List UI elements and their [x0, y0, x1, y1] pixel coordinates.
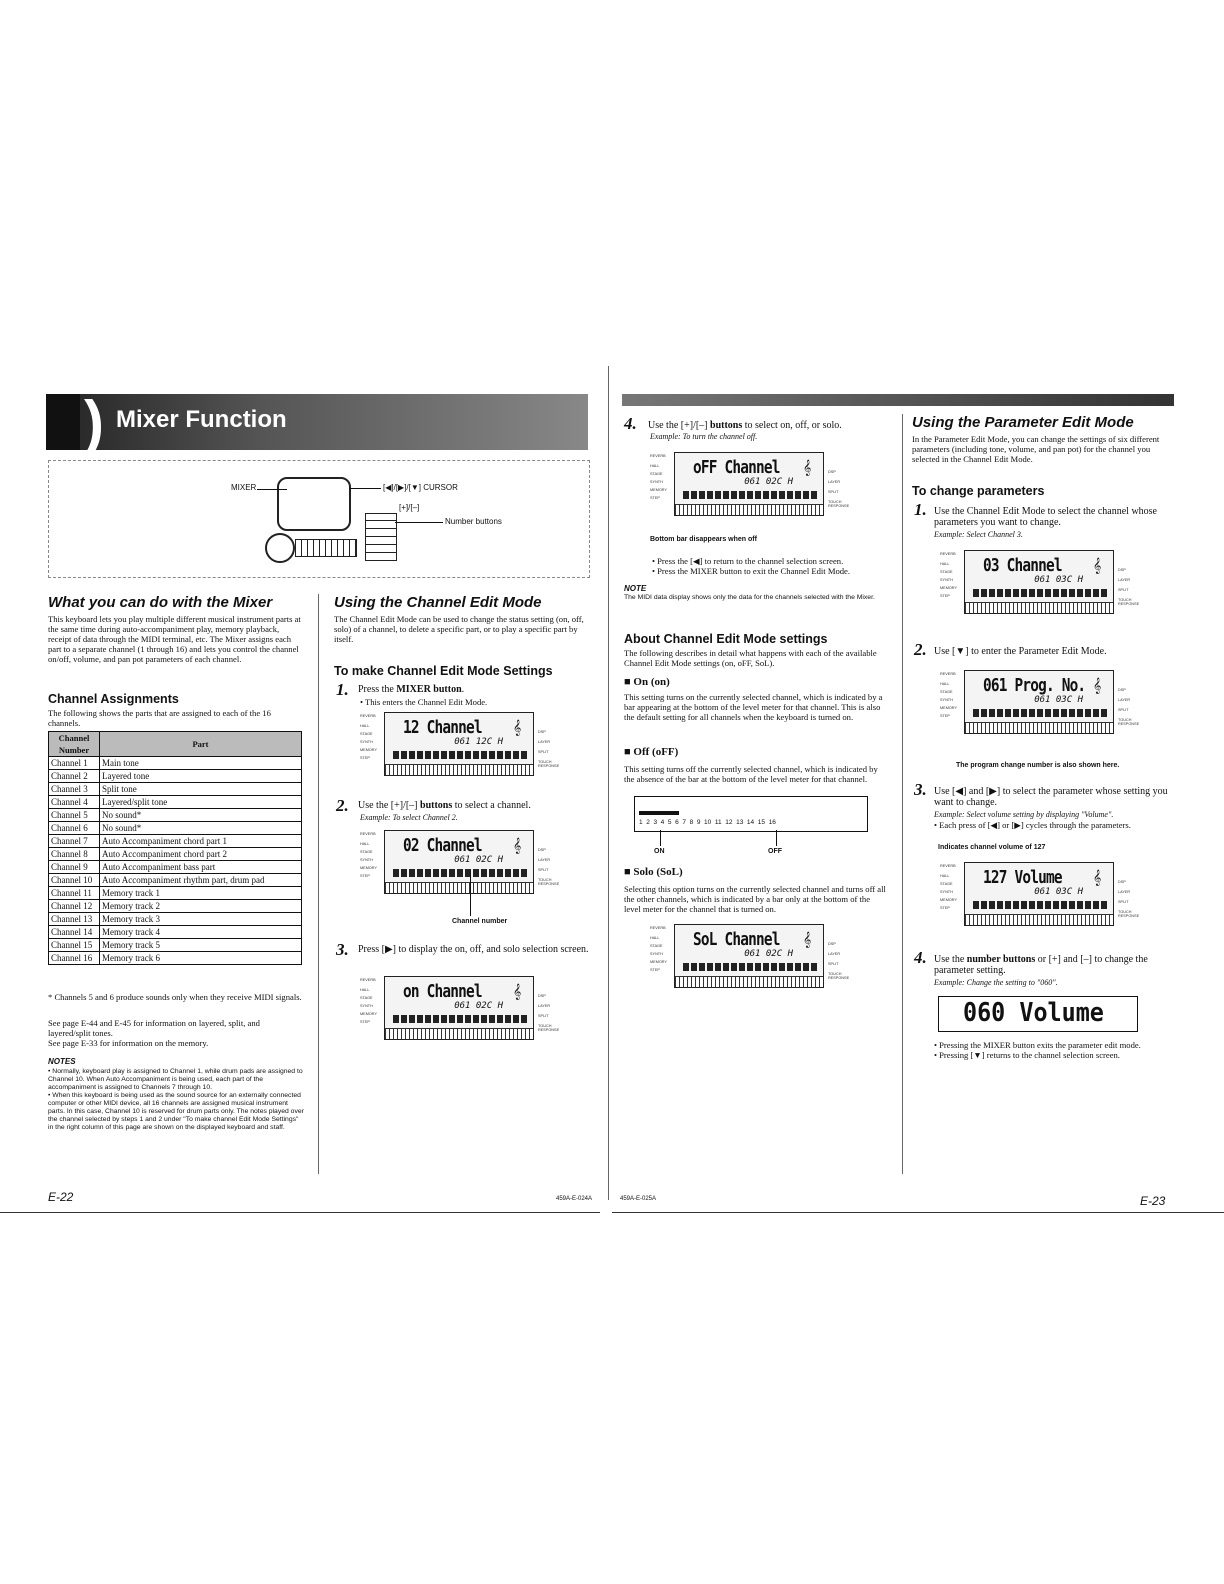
lcd-label-dsp: DSP: [538, 848, 546, 852]
lcd-sub-text: 061 02C H: [744, 477, 793, 487]
lcd-label-step: STEP: [360, 1020, 370, 1024]
keyboard-icon: [385, 882, 533, 893]
staff-icon: 𝄞: [513, 721, 522, 736]
lcd-label-step: STEP: [940, 594, 950, 598]
lcd-label-memory: MEMORY: [360, 748, 378, 752]
code-right: 459A-E-025A: [620, 1196, 657, 1202]
lcd-label-step: STEP: [650, 968, 660, 972]
lcd-label-split: SPLIT: [538, 750, 549, 754]
step-2-number: 2.: [336, 796, 349, 815]
lcd-label-hall: HALL: [360, 842, 370, 846]
lcd-label-hall: HALL: [650, 936, 660, 940]
note-1: • Normally, keyboard play is assigned to Channel 1, while drum pads are assigned to Channel 10. When Auto Accompaniment is being used, each part of the accompaniment is assigned to Channels 7 through 10.: [48, 1068, 303, 1091]
lcd-display-3: [358, 976, 566, 1040]
lcd-label-memory: MEMORY: [650, 488, 668, 492]
staff-icon: 𝄞: [1093, 871, 1102, 886]
p-step-4-example: Example: Change the setting to "060".: [934, 978, 1058, 987]
column-divider: [318, 594, 319, 1174]
p-step-3-example: Example: Select volume setting by displaying "Volume".: [934, 810, 1114, 819]
lcd-label-layer: LAYER: [538, 858, 551, 862]
on-body: This setting turns on the currently selected channel, which is indicated by a bar appearing at the bottom of the level meter for that channel. This is also the default setting for all channels when the keyboard is turned on.: [624, 692, 883, 722]
level-meter-diagram: [634, 796, 868, 832]
lcd-label-touch: TOUCH RESPONSE: [828, 972, 850, 980]
lcd-label-synth: SYNTH: [360, 1004, 373, 1008]
step-1-bullet: • This enters the Channel Edit Mode.: [360, 697, 488, 707]
what-body: This keyboard lets you play multiple different musical instrument parts at the same time during auto-accompaniment play, memory playback, receipt of data through the MIDI terminal, etc. The Mixer assigns each part to a separate channel (1 through 16) and lets you control the channel on/off, volume, and pan pot parameters of each channel.: [48, 614, 301, 664]
keyboard-icon: [385, 1028, 533, 1039]
notes-title: NOTES: [48, 1057, 76, 1066]
lcd-label-layer: LAYER: [538, 1004, 551, 1008]
table-row: Channel 14 Memory track 4: [49, 926, 302, 939]
keyboard-icon: [965, 722, 1113, 733]
lcd-label-touch: TOUCH RESPONSE: [538, 1024, 560, 1032]
level-meter: [683, 963, 819, 971]
lcd-label-memory: MEMORY: [940, 706, 958, 710]
lcd-screen: [384, 830, 534, 894]
lcd-label-synth: SYNTH: [940, 698, 953, 702]
lcd-label-hall: HALL: [940, 682, 950, 686]
lcd-main-text: 02 Channel: [403, 835, 482, 856]
what-title: What you can do with the Mixer: [48, 594, 273, 611]
step-4-number: 4.: [624, 414, 637, 433]
mixer-label: MIXER: [231, 483, 257, 492]
p-step-2-text: Use [▼] to enter the Parameter Edit Mode.: [934, 646, 1107, 657]
lcd-label-hall: HALL: [940, 562, 950, 566]
lcd-label-step: STEP: [940, 714, 950, 718]
page-number-left: E-22: [48, 1190, 74, 1204]
level-meter: [973, 901, 1109, 909]
staff-icon: 𝄞: [1093, 559, 1102, 574]
step-4-text: Use the [+]/[–] buttons to select on, off, or solo.: [648, 420, 842, 431]
cursor-label: [◀]/[▶]/[▼] CURSOR: [383, 483, 458, 492]
change-params-title: To change parameters: [912, 484, 1045, 498]
note-body: The MIDI data display shows only the data for the channels selected with the Mixer.: [624, 594, 875, 601]
lcd-label-stage: STAGE: [940, 690, 953, 694]
keyboard-icon: [385, 764, 533, 775]
lcd-label-hall: HALL: [650, 464, 660, 468]
big-lcd-display: [938, 996, 1138, 1032]
channel-number-label: Channel number: [452, 918, 508, 925]
step-1-text: Press the MIXER button.: [358, 684, 465, 695]
table-row: Channel 10 Auto Accompaniment rhythm part, drum pad: [49, 874, 302, 887]
lcd-screen: [384, 712, 534, 776]
lcd-label-memory: MEMORY: [650, 960, 668, 964]
lcd-main-text: SoL Channel: [693, 929, 780, 950]
p-step-3-text: Use [◀] and [▶] to select the parameter whose setting you want to change.: [934, 786, 1168, 808]
table-row: Channel 5 No sound*: [49, 809, 302, 822]
lcd-label-synth: SYNTH: [940, 578, 953, 582]
lcd-label-dsp: DSP: [828, 470, 836, 474]
lcd-sub-text: 061 02C H: [454, 1001, 503, 1011]
lcd-label-stage: STAGE: [940, 882, 953, 886]
lcd-screen: [384, 976, 534, 1040]
lcd-label-reverb: REVERB: [940, 552, 956, 556]
lcd-sub-text: 061 03C H: [1034, 695, 1083, 705]
number-buttons-label: Number buttons: [445, 517, 502, 526]
staff-icon: 𝄞: [1093, 679, 1102, 694]
solo-title: ■ Solo (SoL): [624, 866, 683, 878]
table-row: Channel 3 Split tone: [49, 783, 302, 796]
lcd-label-layer: LAYER: [828, 952, 841, 956]
on-title: ■ On (on): [624, 676, 670, 688]
lcd-label-dsp: DSP: [538, 730, 546, 734]
lcd-label-step: STEP: [650, 496, 660, 500]
keyboard-icon: [965, 914, 1113, 925]
lcd-sub-text: 061 02C H: [744, 949, 793, 959]
banner-paren-icon: ): [84, 389, 104, 456]
see-memory: See page E-33 for information on the memory.: [48, 1038, 209, 1048]
lcd-label-dsp: DSP: [1118, 688, 1126, 692]
p-step-3-bullet: • Each press of [◀] or [▶] cycles through the parameters.: [934, 820, 1131, 830]
lcd-label-dsp: DSP: [828, 942, 836, 946]
lcd-label-dsp: DSP: [538, 994, 546, 998]
bottom-bar-note: Bottom bar disappears when off: [650, 536, 757, 543]
page-title: Mixer Function: [116, 406, 287, 433]
about-body: The following describes in detail what happens with each of the available Channel Edit Mode settings (on, oFF, SoL).: [624, 648, 877, 668]
lcd-label-memory: MEMORY: [940, 586, 958, 590]
channel-edit-title: Using the Channel Edit Mode: [334, 594, 542, 611]
lcd-label-memory: MEMORY: [360, 866, 378, 870]
bottom-rule-right: [612, 1212, 1224, 1213]
lcd-label-reverb: REVERB: [940, 864, 956, 868]
lcd-label-memory: MEMORY: [940, 898, 958, 902]
lcd-label-touch: TOUCH RESPONSE: [1118, 598, 1140, 606]
lcd-sub-text: 061 02C H: [454, 855, 503, 865]
page-number-right: E-23: [1140, 1194, 1166, 1208]
table-header: [49, 732, 302, 757]
lcd-label-touch: TOUCH RESPONSE: [1118, 718, 1140, 726]
step-4-bullet-2: • Press the MIXER button to exit the Channel Edit Mode.: [652, 566, 851, 576]
code-left: 459A-E-024A: [556, 1196, 593, 1202]
keyboard-icon: [675, 504, 823, 515]
lcd-label-synth: SYNTH: [650, 480, 663, 484]
lcd-label-touch: TOUCH RESPONSE: [538, 878, 560, 886]
table-row: Channel 1 Main tone: [49, 757, 302, 770]
lcd-label-stage: STAGE: [650, 944, 663, 948]
lcd-label-hall: HALL: [940, 874, 950, 878]
table-row: Channel 7 Auto Accompaniment chord part 1: [49, 835, 302, 848]
lcd-label-synth: SYNTH: [360, 740, 373, 744]
lcd-label-layer: LAYER: [1118, 698, 1131, 702]
lcd-label-touch: TOUCH RESPONSE: [538, 760, 560, 768]
table-row: Channel 9 Auto Accompaniment bass part: [49, 861, 302, 874]
on-label: ON: [654, 848, 665, 855]
lcd-label-split: SPLIT: [1118, 708, 1129, 712]
keyboard-icon: [965, 602, 1113, 613]
lcd-label-split: SPLIT: [1118, 900, 1129, 904]
lcd-label-split: SPLIT: [828, 490, 839, 494]
column-divider-right: [902, 414, 903, 1174]
volume-note: Indicates channel volume of 127: [938, 844, 1046, 851]
parameter-edit-body: In the Parameter Edit Mode, you can change the settings of six different parameters (including tone, volume, and pan pot) for the channel you selected in the Channel Edit Mode.: [912, 434, 1160, 464]
lcd-label-layer: LAYER: [538, 740, 551, 744]
table-row: Channel 6 No sound*: [49, 822, 302, 835]
staff-icon: 𝄞: [803, 461, 812, 476]
lcd-display-8: [938, 862, 1146, 926]
channel-edit-body: The Channel Edit Mode can be used to change the status setting (on, off, solo) of a channel, to delete a specific part, or to play a specific part by itself.: [334, 614, 584, 644]
staff-icon: 𝄞: [513, 985, 522, 1000]
lcd-label-split: SPLIT: [828, 962, 839, 966]
off-body: This setting turns off the currently selected channel, which is indicated by the absence of the bar at the bottom of the level meter for that channel.: [624, 764, 878, 784]
title-banner: [46, 389, 588, 456]
number-buttons-block: [365, 513, 397, 561]
button-row: [295, 539, 357, 557]
bottom-rule-left: [0, 1212, 600, 1213]
off-title: ■ Off (oFF): [624, 746, 679, 758]
panel-diagram: [48, 460, 590, 578]
step-3-text: Press [▶] to display the on, off, and solo selection screen.: [358, 944, 589, 955]
lcd-main-text: oFF Channel: [693, 457, 780, 478]
lcd-label-stage: STAGE: [360, 732, 373, 736]
make-settings-title: To make Channel Edit Mode Settings: [334, 664, 553, 678]
solo-body: Selecting this option turns on the currently selected channel and turns off all the other channels, which is indicated by a bar only at the bottom of the level meter for the channel that is turned on.: [624, 884, 886, 914]
lcd-label-hall: HALL: [360, 988, 370, 992]
lcd-display-6: [938, 550, 1146, 614]
step-4-example: Example: To turn the channel off.: [650, 432, 758, 441]
table-row: Channel 16 Memory track 6: [49, 952, 302, 965]
step-4-bullet-1: • Press the [◀] to return to the channel selection screen.: [652, 556, 844, 566]
lcd-main-text: on Channel: [403, 981, 482, 1002]
table-row: Channel 15 Memory track 5: [49, 939, 302, 952]
lcd-label-layer: LAYER: [1118, 578, 1131, 582]
lcd-label-dsp: DSP: [1118, 568, 1126, 572]
lcd-label-stage: STAGE: [360, 996, 373, 1000]
right-header-bar: [622, 394, 1174, 406]
lcd-display-2: [358, 830, 566, 894]
lcd-sub-text: 061 12C H: [454, 737, 503, 747]
lcd-display-7: [938, 670, 1146, 734]
page-gutter: [608, 366, 609, 1200]
p-step-1-number: 1.: [914, 500, 927, 519]
parameter-edit-title: Using the Parameter Edit Mode: [912, 414, 1134, 431]
level-meter: [393, 869, 529, 877]
lcd-screen: [964, 550, 1114, 614]
level-meter: [393, 1015, 529, 1023]
p-bullet-1: • Pressing the MIXER button exits the parameter edit mode.: [934, 1040, 1141, 1050]
lcd-display-4: [648, 452, 856, 516]
lcd-label-stage: STAGE: [650, 472, 663, 476]
lcd-label-reverb: REVERB: [360, 714, 376, 718]
plusminus-label: [+]/[–]: [399, 503, 420, 512]
table-row: Channel 13 Memory track 3: [49, 913, 302, 926]
lcd-label-stage: STAGE: [360, 850, 373, 854]
program-change-note: The program change number is also shown here.: [956, 762, 1120, 769]
lcd-label-layer: LAYER: [828, 480, 841, 484]
lcd-label-synth: SYNTH: [360, 858, 373, 862]
lcd-sub-text: 061 03C H: [1034, 887, 1083, 897]
lcd-label-split: SPLIT: [538, 868, 549, 872]
lcd-screen: [674, 452, 824, 516]
lcd-label-synth: SYNTH: [940, 890, 953, 894]
step-2-text: Use the [+]/[–] buttons to select a channel.: [358, 800, 531, 811]
channel-assignments-body: The following shows the parts that are assigned to each of the 16 channels.: [48, 708, 271, 728]
lcd-screen: [674, 924, 824, 988]
lcd-label-reverb: REVERB: [650, 926, 666, 930]
note-2: • When this keyboard is being used as the sound source for an externally connected computer or other MIDI device, all 16 channels are assigned musical instrument parts. In this case, Channel 10 is reserved for drum parts only. The notes played over the channel selected by steps 1 and 2 under "To make channel Edit Mode Settings" in the right column of this page are shown on the displayed keyboard and staff.: [48, 1092, 304, 1131]
channel-assignments-title: Channel Assignments: [48, 692, 179, 706]
lcd-label-touch: TOUCH RESPONSE: [828, 500, 850, 508]
table-row: Channel 4 Layered/split tone: [49, 796, 302, 809]
about-title: About Channel Edit Mode settings: [624, 632, 828, 646]
off-label: OFF: [768, 848, 782, 855]
lcd-screen: [964, 862, 1114, 926]
table-row: Channel 12 Memory track 2: [49, 900, 302, 913]
step-3-number: 3.: [336, 940, 349, 959]
lcd-label-step: STEP: [360, 874, 370, 878]
lcd-label-reverb: REVERB: [360, 832, 376, 836]
lcd-label-stage: STAGE: [940, 570, 953, 574]
level-meter: [393, 751, 529, 759]
table-row: Channel 2 Layered tone: [49, 770, 302, 783]
level-meter: [973, 589, 1109, 597]
level-meter: [973, 709, 1109, 717]
keyboard-icon: [675, 976, 823, 987]
p-step-1-example: Example: Select Channel 3.: [934, 530, 1023, 539]
lcd-display-5: [648, 924, 856, 988]
lcd-label-hall: HALL: [360, 724, 370, 728]
lcd-label-touch: TOUCH RESPONSE: [1118, 910, 1140, 918]
p-step-1-text: Use the Channel Edit Mode to select the channel whose parameters you want to change.: [934, 506, 1157, 528]
p-bullet-2: • Pressing [▼] returns to the channel selection screen.: [934, 1050, 1120, 1060]
p-step-4-number: 4.: [914, 948, 927, 967]
keyboard-panel: [237, 477, 397, 565]
col-channel: Channel Number: [49, 732, 100, 757]
p-step-3-number: 3.: [914, 780, 927, 799]
lcd-label-reverb: REVERB: [650, 454, 666, 458]
meter-bar-on: [639, 811, 679, 815]
staff-icon: 𝄞: [513, 839, 522, 854]
see-layered: See page E-44 and E-45 for information on layered, split, and layered/split tones.: [48, 1018, 260, 1038]
lcd-main-text: 03 Channel: [983, 555, 1062, 576]
lcd-main-text: 061 Prog. No.: [983, 675, 1086, 696]
p-step-4-text: Use the number buttons or [+] and [–] to change the parameter setting.: [934, 954, 1148, 976]
col-part: Part: [100, 732, 302, 757]
staff-icon: 𝄞: [803, 933, 812, 948]
lcd-sub-text: 061 03C H: [1034, 575, 1083, 585]
lcd-main-text: 12 Channel: [403, 717, 482, 738]
lcd-main-text: 127 Volume: [983, 867, 1062, 888]
lcd-display-1: [358, 712, 566, 776]
note-title: NOTE: [624, 584, 647, 593]
step-1-number: 1.: [336, 680, 349, 699]
lcd-label-split: SPLIT: [1118, 588, 1129, 592]
lcd-screen: [964, 670, 1114, 734]
level-meter: [683, 491, 819, 499]
dial-icon: [265, 533, 295, 563]
meter-channel-numbers: 1 2 3 4 5 6 7 8 9 10 11 12 13 14 15 16: [639, 819, 776, 826]
p-step-2-number: 2.: [914, 640, 927, 659]
banner-icon: [46, 394, 80, 450]
lcd-label-step: STEP: [940, 906, 950, 910]
lcd-label-split: SPLIT: [538, 1014, 549, 1018]
display-window: [277, 477, 351, 531]
lcd-label-reverb: REVERB: [360, 978, 376, 982]
lcd-label-dsp: DSP: [1118, 880, 1126, 884]
channel-table: [48, 731, 302, 965]
big-lcd-text: 060 Volume: [963, 998, 1104, 1028]
step-2-example: Example: To select Channel 2.: [360, 813, 458, 822]
lcd-label-synth: SYNTH: [650, 952, 663, 956]
lcd-label-layer: LAYER: [1118, 890, 1131, 894]
footnote: * Channels 5 and 6 produce sounds only when they receive MIDI signals.: [48, 992, 302, 1002]
table-row: Channel 11 Memory track 1: [49, 887, 302, 900]
lcd-label-reverb: REVERB: [940, 672, 956, 676]
lcd-label-step: STEP: [360, 756, 370, 760]
lcd-label-memory: MEMORY: [360, 1012, 378, 1016]
table-row: Channel 8 Auto Accompaniment chord part 2: [49, 848, 302, 861]
